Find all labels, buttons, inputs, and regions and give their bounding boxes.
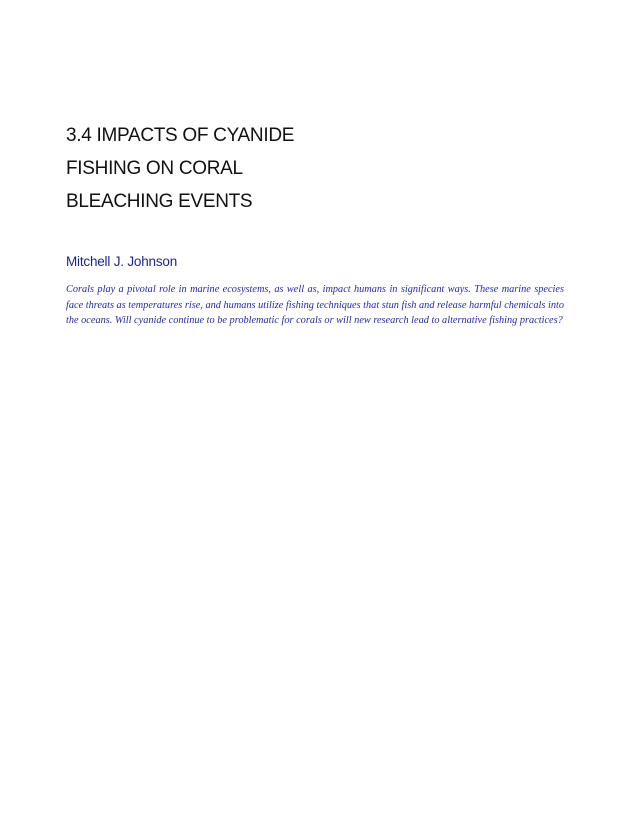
chapter-title	[66, 119, 396, 218]
chapter-title-line-3: BLEACHING EVENTS	[66, 191, 253, 212]
chapter-title-line-1: 3.4 IMPACTS OF CYANIDE	[66, 125, 295, 146]
chapter-abstract: Corals play a pivotal role in marine ecosystems, as well as, impact humans in significant ways. These marine species face threats as temperatures rise, and humans utilize fishing techniques that stun fish and release harmful chemicals into the oceans. Will cyanide continue to be problematic for corals or will new research lead to alternative fishing practices?	[66, 284, 564, 327]
author-name: Mitchell J. Johnson	[66, 254, 178, 269]
chapter-title-line-2: FISHING ON CORAL	[66, 158, 243, 179]
